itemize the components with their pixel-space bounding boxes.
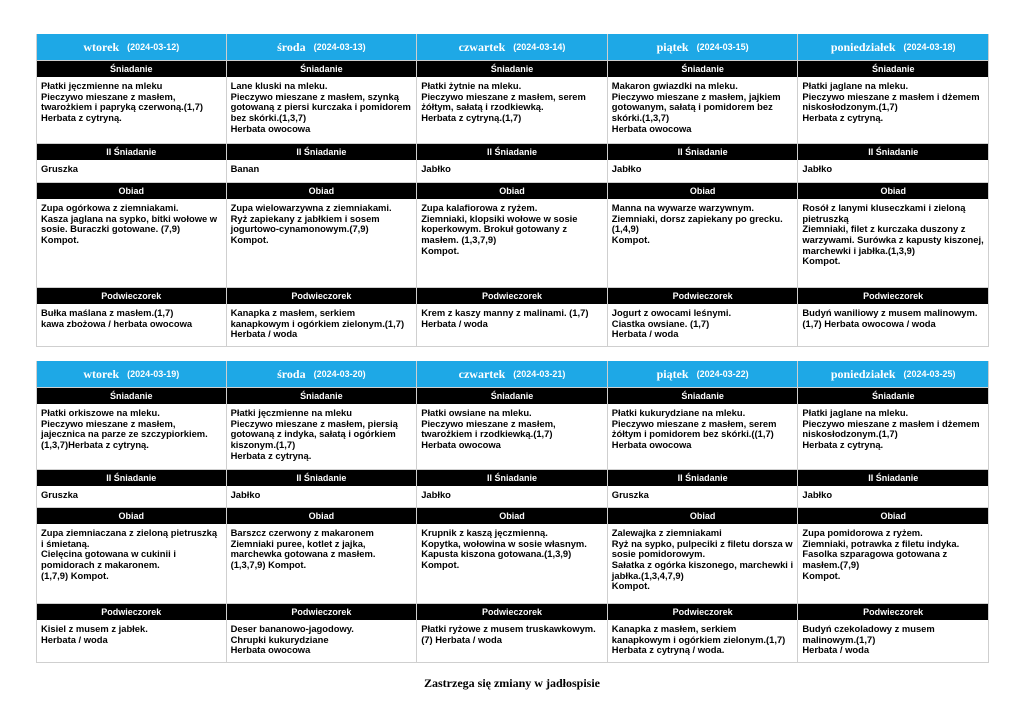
second-breakfast-header: II Śniadanie bbox=[417, 470, 607, 486]
lunch-cell: Zalewajka z ziemniakami Ryż na sypko, pulpeciki z filetu dorsza w sosie pomidorowym. Sałatka z ogórka kiszonego, marchewki i jabłka.(1,3,4,7,9) Kompot. bbox=[608, 524, 798, 604]
afternoon-snack-header: Podwieczorek bbox=[417, 604, 607, 620]
breakfast-cell: Lane kluski na mleku. Pieczywo mieszane z masłem, szynką gotowaną z piersi kurczaka i pomidorem bez skórki.(1,3,7) Herbata owocowa bbox=[227, 77, 417, 144]
day-name: poniedziałek bbox=[830, 39, 896, 54]
breakfast-header: Śniadanie bbox=[227, 388, 417, 404]
second-breakfast-cell: Jabłko bbox=[417, 160, 607, 183]
week-2-menu bbox=[36, 361, 989, 663]
second-breakfast-cell: Jabłko bbox=[227, 486, 417, 508]
afternoon-snack-cell: Kisiel z musem z jabłek. Herbata / woda bbox=[37, 620, 226, 663]
breakfast-cell: Płatki kukurydziane na mleku. Pieczywo mieszane z masłem, serem żółtym i pomidorem bez skórki.((1,7) Herbata owocowa bbox=[608, 404, 798, 470]
day-name: czwartek bbox=[458, 39, 506, 54]
day-header bbox=[37, 361, 226, 388]
day-header bbox=[608, 361, 798, 388]
lunch-cell: Zupa pomidorowa z ryżem. Ziemniaki, potrawka z filetu indyka. Fasolka szparagowa gotowana z masłem.(7,9) Kompot. bbox=[798, 524, 988, 604]
day-name: poniedziałek bbox=[830, 366, 896, 381]
second-breakfast-header: II Śniadanie bbox=[37, 470, 226, 486]
lunch-cell: Zupa ogórkowa z ziemniakami. Kasza jaglana na sypko, bitki wołowe w sosie. Buraczki gotowane. (7,9) Kompot. bbox=[37, 199, 226, 288]
breakfast-cell: Płatki jaglane na mleku. Pieczywo mieszane z masłem i dżemem niskosłodzonym.(1,7) Herbata z cytryną. bbox=[798, 404, 988, 470]
second-breakfast-header: II Śniadanie bbox=[608, 470, 798, 486]
lunch-cell: Barszcz czerwony z makaronem Ziemniaki puree, kotlet z jajka, marchewka gotowana z masłem. (1,3,7,9) Kompot. bbox=[227, 524, 417, 604]
day-date: (2024-03-20) bbox=[313, 369, 366, 379]
lunch-header: Obiad bbox=[227, 183, 417, 199]
afternoon-snack-header: Podwieczorek bbox=[417, 288, 607, 304]
breakfast-header: Śniadanie bbox=[37, 61, 226, 77]
afternoon-snack-header: Podwieczorek bbox=[227, 604, 417, 620]
lunch-header: Obiad bbox=[798, 183, 988, 199]
day-name: wtorek bbox=[83, 39, 120, 54]
day-header bbox=[798, 34, 988, 61]
day-column bbox=[798, 34, 989, 347]
day-column bbox=[608, 361, 799, 663]
breakfast-header: Śniadanie bbox=[798, 388, 988, 404]
breakfast-cell: Płatki żytnie na mleku. Pieczywo mieszane z masłem, serem żółtym, sałatą i rzodkiewką. Herbata z cytryną.(1,7) bbox=[417, 77, 607, 144]
second-breakfast-cell: Banan bbox=[227, 160, 417, 183]
breakfast-header: Śniadanie bbox=[608, 61, 798, 77]
afternoon-snack-cell: Kanapka z masłem, serkiem kanapkowym i ogórkiem zielonym.(1,7) Herbata / woda bbox=[227, 304, 417, 347]
second-breakfast-header: II Śniadanie bbox=[417, 144, 607, 160]
second-breakfast-cell: Gruszka bbox=[608, 486, 798, 508]
day-date: (2024-03-22) bbox=[696, 369, 749, 379]
second-breakfast-cell: Jabłko bbox=[608, 160, 798, 183]
day-date: (2024-03-25) bbox=[903, 369, 956, 379]
day-column bbox=[227, 361, 418, 663]
day-name: środa bbox=[277, 39, 306, 54]
second-breakfast-header: II Śniadanie bbox=[227, 470, 417, 486]
day-header bbox=[608, 34, 798, 61]
second-breakfast-cell: Jabłko bbox=[798, 160, 988, 183]
lunch-header: Obiad bbox=[37, 183, 226, 199]
breakfast-cell: Makaron gwiazdki na mleku. Pieczywo mieszane z masłem, jajkiem gotowanym, sałatą i pomidorem bez skórki.(1,3,7) Herbata owocowa bbox=[608, 77, 798, 144]
breakfast-header: Śniadanie bbox=[608, 388, 798, 404]
day-name: piątek bbox=[656, 366, 689, 381]
afternoon-snack-cell: Budyń czekoladowy z musem malinowym.(1,7) Herbata / woda bbox=[798, 620, 988, 663]
afternoon-snack-cell: Kanapka z masłem, serkiem kanapkowym i ogórkiem zielonym.(1,7) Herbata z cytryną / woda. bbox=[608, 620, 798, 663]
day-header bbox=[227, 361, 417, 388]
afternoon-snack-header: Podwieczorek bbox=[608, 288, 798, 304]
breakfast-cell: Płatki jaglane na mleku. Pieczywo mieszane z masłem i dżemem niskosłodzonym.(1,7) Herbata z cytryną. bbox=[798, 77, 988, 144]
day-date: (2024-03-14) bbox=[513, 42, 566, 52]
week-1-menu bbox=[36, 34, 989, 347]
afternoon-snack-header: Podwieczorek bbox=[798, 604, 988, 620]
day-date: (2024-03-19) bbox=[127, 369, 180, 379]
lunch-cell: Krupnik z kaszą jęczmienną. Kopytka, wołowina w sosie własnym. Kapusta kiszona gotowana.(1,3,9) Kompot. bbox=[417, 524, 607, 604]
lunch-header: Obiad bbox=[417, 508, 607, 524]
second-breakfast-cell: Jabłko bbox=[798, 486, 988, 508]
afternoon-snack-header: Podwieczorek bbox=[798, 288, 988, 304]
second-breakfast-header: II Śniadanie bbox=[798, 144, 988, 160]
breakfast-header: Śniadanie bbox=[417, 61, 607, 77]
afternoon-snack-header: Podwieczorek bbox=[37, 604, 226, 620]
afternoon-snack-cell: Krem z kaszy manny z malinami. (1,7) Herbata / woda bbox=[417, 304, 607, 347]
second-breakfast-cell: Gruszka bbox=[37, 486, 226, 508]
breakfast-cell: Płatki jęczmienne na mleku Pieczywo mieszane z masłem, piersią gotowaną z indyka, sałatą i ogórkiem kiszonym.(1,7) Herbata z cytryną. bbox=[227, 404, 417, 470]
day-header bbox=[417, 361, 607, 388]
day-column bbox=[608, 34, 799, 347]
day-date: (2024-03-13) bbox=[313, 42, 366, 52]
breakfast-cell: Płatki orkiszowe na mleku. Pieczywo mieszane z masłem, jajecznica na parze ze szczypiorkiem.(1,3,7)Herbata z cytryną. bbox=[37, 404, 226, 470]
day-name: piątek bbox=[656, 39, 689, 54]
lunch-header: Obiad bbox=[417, 183, 607, 199]
day-header bbox=[37, 34, 226, 61]
lunch-header: Obiad bbox=[227, 508, 417, 524]
day-header bbox=[417, 34, 607, 61]
breakfast-header: Śniadanie bbox=[227, 61, 417, 77]
day-column bbox=[227, 34, 418, 347]
day-header bbox=[227, 34, 417, 61]
menu-footer-note: Zastrzega się zmiany w jadłospisie bbox=[424, 676, 600, 690]
lunch-cell: Zupa ziemniaczana z zieloną pietruszką i śmietaną. Cielęcina gotowana w cukinii i pomidorach z makaronem. (1,7,9) Kompot. bbox=[37, 524, 226, 604]
afternoon-snack-cell: Bułka maślana z masłem.(1,7) kawa zbożowa / herbata owocowa bbox=[37, 304, 226, 347]
day-name: środa bbox=[277, 366, 306, 381]
day-column bbox=[417, 361, 608, 663]
afternoon-snack-header: Podwieczorek bbox=[37, 288, 226, 304]
second-breakfast-header: II Śniadanie bbox=[798, 470, 988, 486]
day-column bbox=[798, 361, 989, 663]
lunch-header: Obiad bbox=[608, 508, 798, 524]
lunch-cell: Zupa kalafiorowa z ryżem. Ziemniaki, klopsiki wołowe w sosie koperkowym. Brokuł gotowany z masłem. (1,3,7,9) Kompot. bbox=[417, 199, 607, 288]
day-column bbox=[36, 361, 227, 663]
lunch-cell: Rosół z lanymi kluseczkami i zieloną pietruszką Ziemniaki, filet z kurczaka duszony z warzywami. Surówka z kapusty kiszonej, marchewki i jabłka.(1,3,9) Kompot. bbox=[798, 199, 988, 288]
afternoon-snack-header: Podwieczorek bbox=[608, 604, 798, 620]
second-breakfast-header: II Śniadanie bbox=[227, 144, 417, 160]
second-breakfast-cell: Gruszka bbox=[37, 160, 226, 183]
lunch-header: Obiad bbox=[608, 183, 798, 199]
afternoon-snack-cell: Płatki ryżowe z musem truskawkowym. (7) Herbata / woda bbox=[417, 620, 607, 663]
breakfast-cell: Płatki jęczmienne na mleku Pieczywo mieszane z masłem, twarożkiem i papryką czerwoną.(1,7) Herbata z cytryną. bbox=[37, 77, 226, 144]
day-name: czwartek bbox=[458, 366, 506, 381]
breakfast-header: Śniadanie bbox=[798, 61, 988, 77]
day-date: (2024-03-12) bbox=[127, 42, 180, 52]
lunch-header: Obiad bbox=[798, 508, 988, 524]
day-name: wtorek bbox=[83, 366, 120, 381]
day-header bbox=[798, 361, 988, 388]
afternoon-snack-cell: Jogurt z owocami leśnymi. Ciastka owsiane. (1,7) Herbata / woda bbox=[608, 304, 798, 347]
second-breakfast-cell: Jabłko bbox=[417, 486, 607, 508]
afternoon-snack-cell: Budyń waniliowy z musem malinowym. (1,7) Herbata owocowa / woda bbox=[798, 304, 988, 347]
breakfast-header: Śniadanie bbox=[37, 388, 226, 404]
lunch-cell: Manna na wywarze warzywnym. Ziemniaki, dorsz zapiekany po grecku. (1,4,9) Kompot. bbox=[608, 199, 798, 288]
afternoon-snack-header: Podwieczorek bbox=[227, 288, 417, 304]
day-date: (2024-03-18) bbox=[903, 42, 956, 52]
day-date: (2024-03-21) bbox=[513, 369, 566, 379]
day-column bbox=[36, 34, 227, 347]
day-date: (2024-03-15) bbox=[696, 42, 749, 52]
second-breakfast-header: II Śniadanie bbox=[37, 144, 226, 160]
lunch-cell: Zupa wielowarzywna z ziemniakami. Ryż zapiekany z jabłkiem i sosem jogurtowo-cynamonowym.(7,9) Kompot. bbox=[227, 199, 417, 288]
breakfast-cell: Płatki owsiane na mleku. Pieczywo mieszane z masłem, twarożkiem i rzodkiewką.(1,7) Herbata owocowa bbox=[417, 404, 607, 470]
second-breakfast-header: II Śniadanie bbox=[608, 144, 798, 160]
day-column bbox=[417, 34, 608, 347]
breakfast-header: Śniadanie bbox=[417, 388, 607, 404]
lunch-header: Obiad bbox=[37, 508, 226, 524]
afternoon-snack-cell: Deser bananowo-jagodowy. Chrupki kukurydziane Herbata owocowa bbox=[227, 620, 417, 663]
